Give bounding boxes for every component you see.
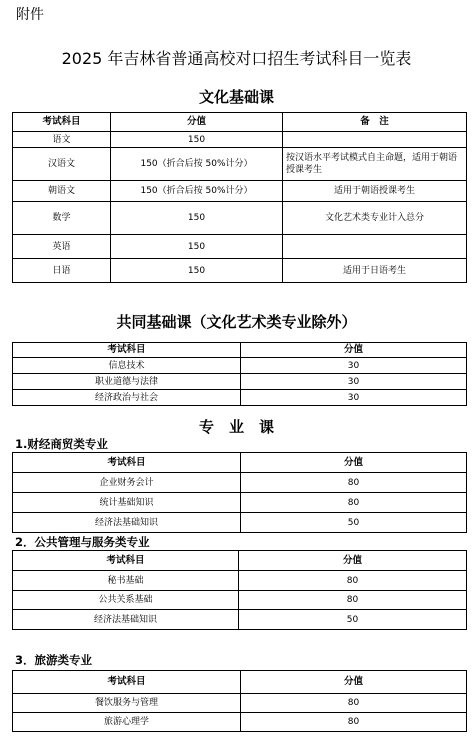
note-cell: 适用于朝语授课考生	[283, 181, 467, 202]
table-row	[13, 235, 467, 259]
table-row	[13, 473, 467, 493]
subject-cell: 朝语文	[13, 181, 111, 202]
score-cell: 150（折合后按 50%计分）	[111, 181, 283, 202]
subject-cell: 汉语文	[13, 148, 111, 181]
score-cell: 80	[239, 591, 467, 610]
table-header-row	[13, 343, 467, 358]
public-management-table	[12, 550, 467, 630]
header-note: 备 注	[283, 113, 467, 132]
score-cell: 80	[241, 473, 467, 493]
score-cell: 80	[241, 694, 467, 713]
finance-table	[12, 452, 467, 533]
header-score: 分值	[239, 551, 467, 571]
group-title-public-management: 2．公共管理与服务类专业	[15, 535, 150, 549]
header-score: 分值	[111, 113, 283, 132]
subject-cell: 企业财务会计	[13, 473, 241, 493]
score-cell: 150	[111, 235, 283, 259]
table-row	[13, 202, 467, 235]
score-cell: 50	[239, 610, 467, 630]
subject-cell: 秘书基础	[13, 571, 239, 591]
section-heading-specialty: 专 业 课	[198, 418, 274, 436]
header-subject: 考试科目	[13, 671, 241, 694]
subject-cell: 数学	[13, 202, 111, 235]
score-cell: 50	[241, 513, 467, 533]
subject-cell: 经济政治与社会	[13, 390, 241, 406]
subject-cell: 餐饮服务与管理	[13, 694, 241, 713]
table-row	[13, 181, 467, 202]
table-row	[13, 132, 467, 148]
common-basics-table	[12, 342, 467, 406]
section-heading-common-basics: 共同基础课（文化艺术类专业除外）	[116, 313, 357, 331]
score-cell: 30	[241, 374, 467, 390]
subject-cell: 职业道德与法律	[13, 374, 241, 390]
score-cell: 150	[111, 259, 283, 283]
subject-cell: 经济法基础知识	[13, 610, 239, 630]
group-title-finance: 1.财经商贸类专业	[15, 437, 108, 451]
table-row	[13, 610, 467, 630]
score-cell: 80	[239, 571, 467, 591]
table-row	[13, 358, 467, 374]
annex-label: 附件	[16, 7, 44, 23]
note-cell: 按汉语水平考试模式自主命题，适用于朝语授课考生	[283, 148, 467, 181]
subject-cell: 英语	[13, 235, 111, 259]
table-header-row	[13, 113, 467, 132]
culture-basics-table	[12, 112, 467, 283]
header-score: 分值	[241, 453, 467, 473]
page-title: 2025 年吉林省普通高校对口招生考试科目一览表	[61, 49, 412, 68]
table-row	[13, 148, 467, 181]
score-cell: 30	[241, 390, 467, 406]
table-header-row	[13, 453, 467, 473]
subject-cell: 日语	[13, 259, 111, 283]
table-row	[13, 259, 467, 283]
table-row	[13, 713, 467, 732]
header-subject: 考试科目	[13, 113, 111, 132]
note-cell	[283, 132, 467, 148]
score-cell: 150（折合后按 50%计分）	[111, 148, 283, 181]
table-row	[13, 493, 467, 513]
score-cell: 80	[241, 713, 467, 732]
table-row	[13, 591, 467, 610]
note-cell: 文化艺术类专业计入总分	[283, 202, 467, 235]
score-cell: 150	[111, 202, 283, 235]
tourism-table	[12, 670, 467, 732]
subject-cell: 统计基础知识	[13, 493, 241, 513]
subject-cell: 旅游心理学	[13, 713, 241, 732]
subject-cell: 公共关系基础	[13, 591, 239, 610]
header-subject: 考试科目	[13, 343, 241, 358]
header-subject: 考试科目	[13, 551, 239, 571]
table-row	[13, 390, 467, 406]
subject-cell: 经济法基础知识	[13, 513, 241, 533]
group-title-tourism: 3．旅游类专业	[15, 653, 93, 667]
header-subject: 考试科目	[13, 453, 241, 473]
note-cell: 适用于日语考生	[283, 259, 467, 283]
section-heading-culture-basics: 文化基础课	[198, 88, 274, 106]
table-header-row	[13, 551, 467, 571]
score-cell: 150	[111, 132, 283, 148]
table-header-row	[13, 671, 467, 694]
table-row	[13, 694, 467, 713]
header-score: 分值	[241, 343, 467, 358]
subject-cell: 信息技术	[13, 358, 241, 374]
header-score: 分值	[241, 671, 467, 694]
subject-cell: 语文	[13, 132, 111, 148]
score-cell: 30	[241, 358, 467, 374]
table-row	[13, 513, 467, 533]
table-row	[13, 374, 467, 390]
table-row	[13, 571, 467, 591]
score-cell: 80	[241, 493, 467, 513]
note-cell	[283, 235, 467, 259]
